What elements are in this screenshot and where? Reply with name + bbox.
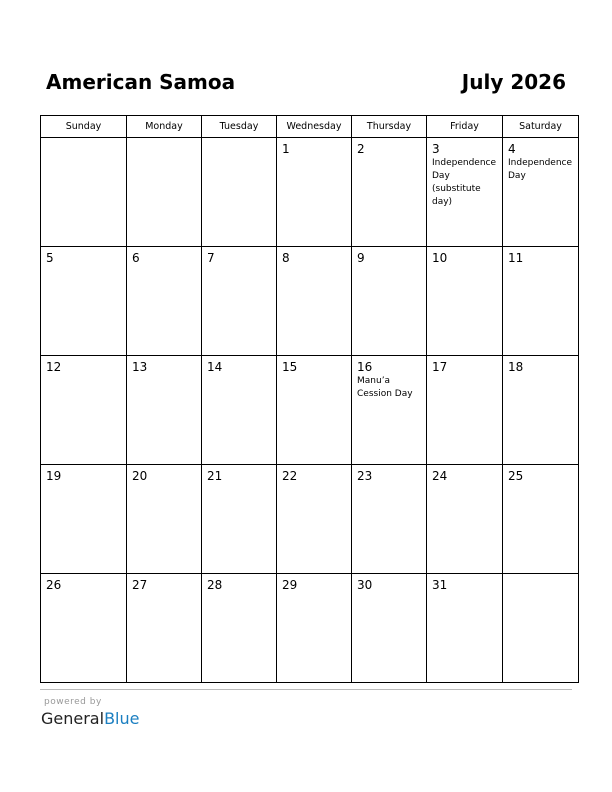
day-cell	[352, 138, 427, 247]
weekday-saturday: Saturday	[503, 116, 579, 138]
day-cell	[427, 356, 503, 465]
day-number: 14	[207, 360, 223, 374]
day-number: 5	[46, 251, 54, 265]
day-cell	[127, 356, 202, 465]
day-number: 19	[46, 469, 62, 483]
day-cell	[352, 574, 427, 683]
day-number: 26	[46, 578, 62, 592]
day-number: 23	[357, 469, 373, 483]
day-cell	[503, 247, 579, 356]
day-cell	[202, 574, 277, 683]
week-row	[41, 138, 579, 247]
day-number: 30	[357, 578, 373, 592]
holiday-label: Manu’a Cession Day	[357, 376, 413, 399]
weekday-monday: Monday	[127, 116, 202, 138]
day-number: 31	[432, 578, 448, 592]
day-number: 25	[508, 469, 524, 483]
day-cell	[277, 138, 352, 247]
day-number: 10	[432, 251, 448, 265]
day-number: 28	[207, 578, 223, 592]
country-title: American Samoa	[46, 70, 236, 94]
weekday-sunday: Sunday	[41, 116, 127, 138]
day-number: 6	[132, 251, 140, 265]
day-number: 7	[207, 251, 215, 265]
day-cell	[127, 138, 202, 247]
day-number: 29	[282, 578, 298, 592]
brand-blue: Blue	[104, 709, 140, 728]
powered-by-label: powered by	[44, 697, 102, 707]
day-cell	[427, 465, 503, 574]
day-cell	[277, 574, 352, 683]
day-cell	[352, 465, 427, 574]
day-number: 24	[432, 469, 448, 483]
day-cell	[352, 247, 427, 356]
day-cell	[427, 574, 503, 683]
day-number: 27	[132, 578, 148, 592]
day-number: 20	[132, 469, 148, 483]
day-cell	[503, 138, 579, 247]
week-row	[41, 356, 579, 465]
day-number: 8	[282, 251, 290, 265]
day-cell	[41, 465, 127, 574]
generalblue-logo[interactable]	[41, 709, 139, 728]
holiday-label: Independence Day	[508, 158, 573, 181]
day-cell	[277, 465, 352, 574]
day-cell	[127, 574, 202, 683]
day-number: 1	[282, 142, 290, 156]
day-number: 3	[432, 142, 440, 156]
day-cell	[127, 247, 202, 356]
day-number: 11	[508, 251, 524, 265]
month-year-title: July 2026	[461, 70, 566, 94]
day-cell	[427, 247, 503, 356]
day-cell	[202, 247, 277, 356]
day-cell	[503, 574, 579, 683]
brand-general: General	[41, 709, 105, 728]
day-cell	[202, 465, 277, 574]
day-number: 21	[207, 469, 223, 483]
week-row	[41, 574, 579, 683]
day-cell	[427, 138, 503, 247]
footer-divider	[40, 689, 572, 690]
day-number: 9	[357, 251, 365, 265]
day-cell	[503, 465, 579, 574]
day-cell	[277, 356, 352, 465]
day-number: 2	[357, 142, 365, 156]
calendar-grid	[40, 115, 579, 683]
day-cell	[41, 138, 127, 247]
day-cell	[503, 356, 579, 465]
day-cell	[127, 465, 202, 574]
day-cell	[41, 574, 127, 683]
day-number: 17	[432, 360, 448, 374]
day-cell	[202, 138, 277, 247]
holiday-label: Independence Day (substitute day)	[432, 158, 497, 207]
day-cell	[41, 356, 127, 465]
day-number: 4	[508, 142, 516, 156]
weekday-header-row	[41, 116, 579, 138]
day-number: 18	[508, 360, 524, 374]
day-number: 22	[282, 469, 298, 483]
weekday-thursday: Thursday	[352, 116, 427, 138]
day-number: 16	[357, 360, 373, 374]
weekday-tuesday: Tuesday	[202, 116, 277, 138]
day-number: 12	[46, 360, 62, 374]
day-cell	[352, 356, 427, 465]
week-row	[41, 465, 579, 574]
day-cell	[277, 247, 352, 356]
weekday-wednesday: Wednesday	[277, 116, 352, 138]
day-cell	[202, 356, 277, 465]
week-row	[41, 247, 579, 356]
weekday-friday: Friday	[427, 116, 503, 138]
day-cell	[41, 247, 127, 356]
day-number: 15	[282, 360, 298, 374]
day-number: 13	[132, 360, 148, 374]
